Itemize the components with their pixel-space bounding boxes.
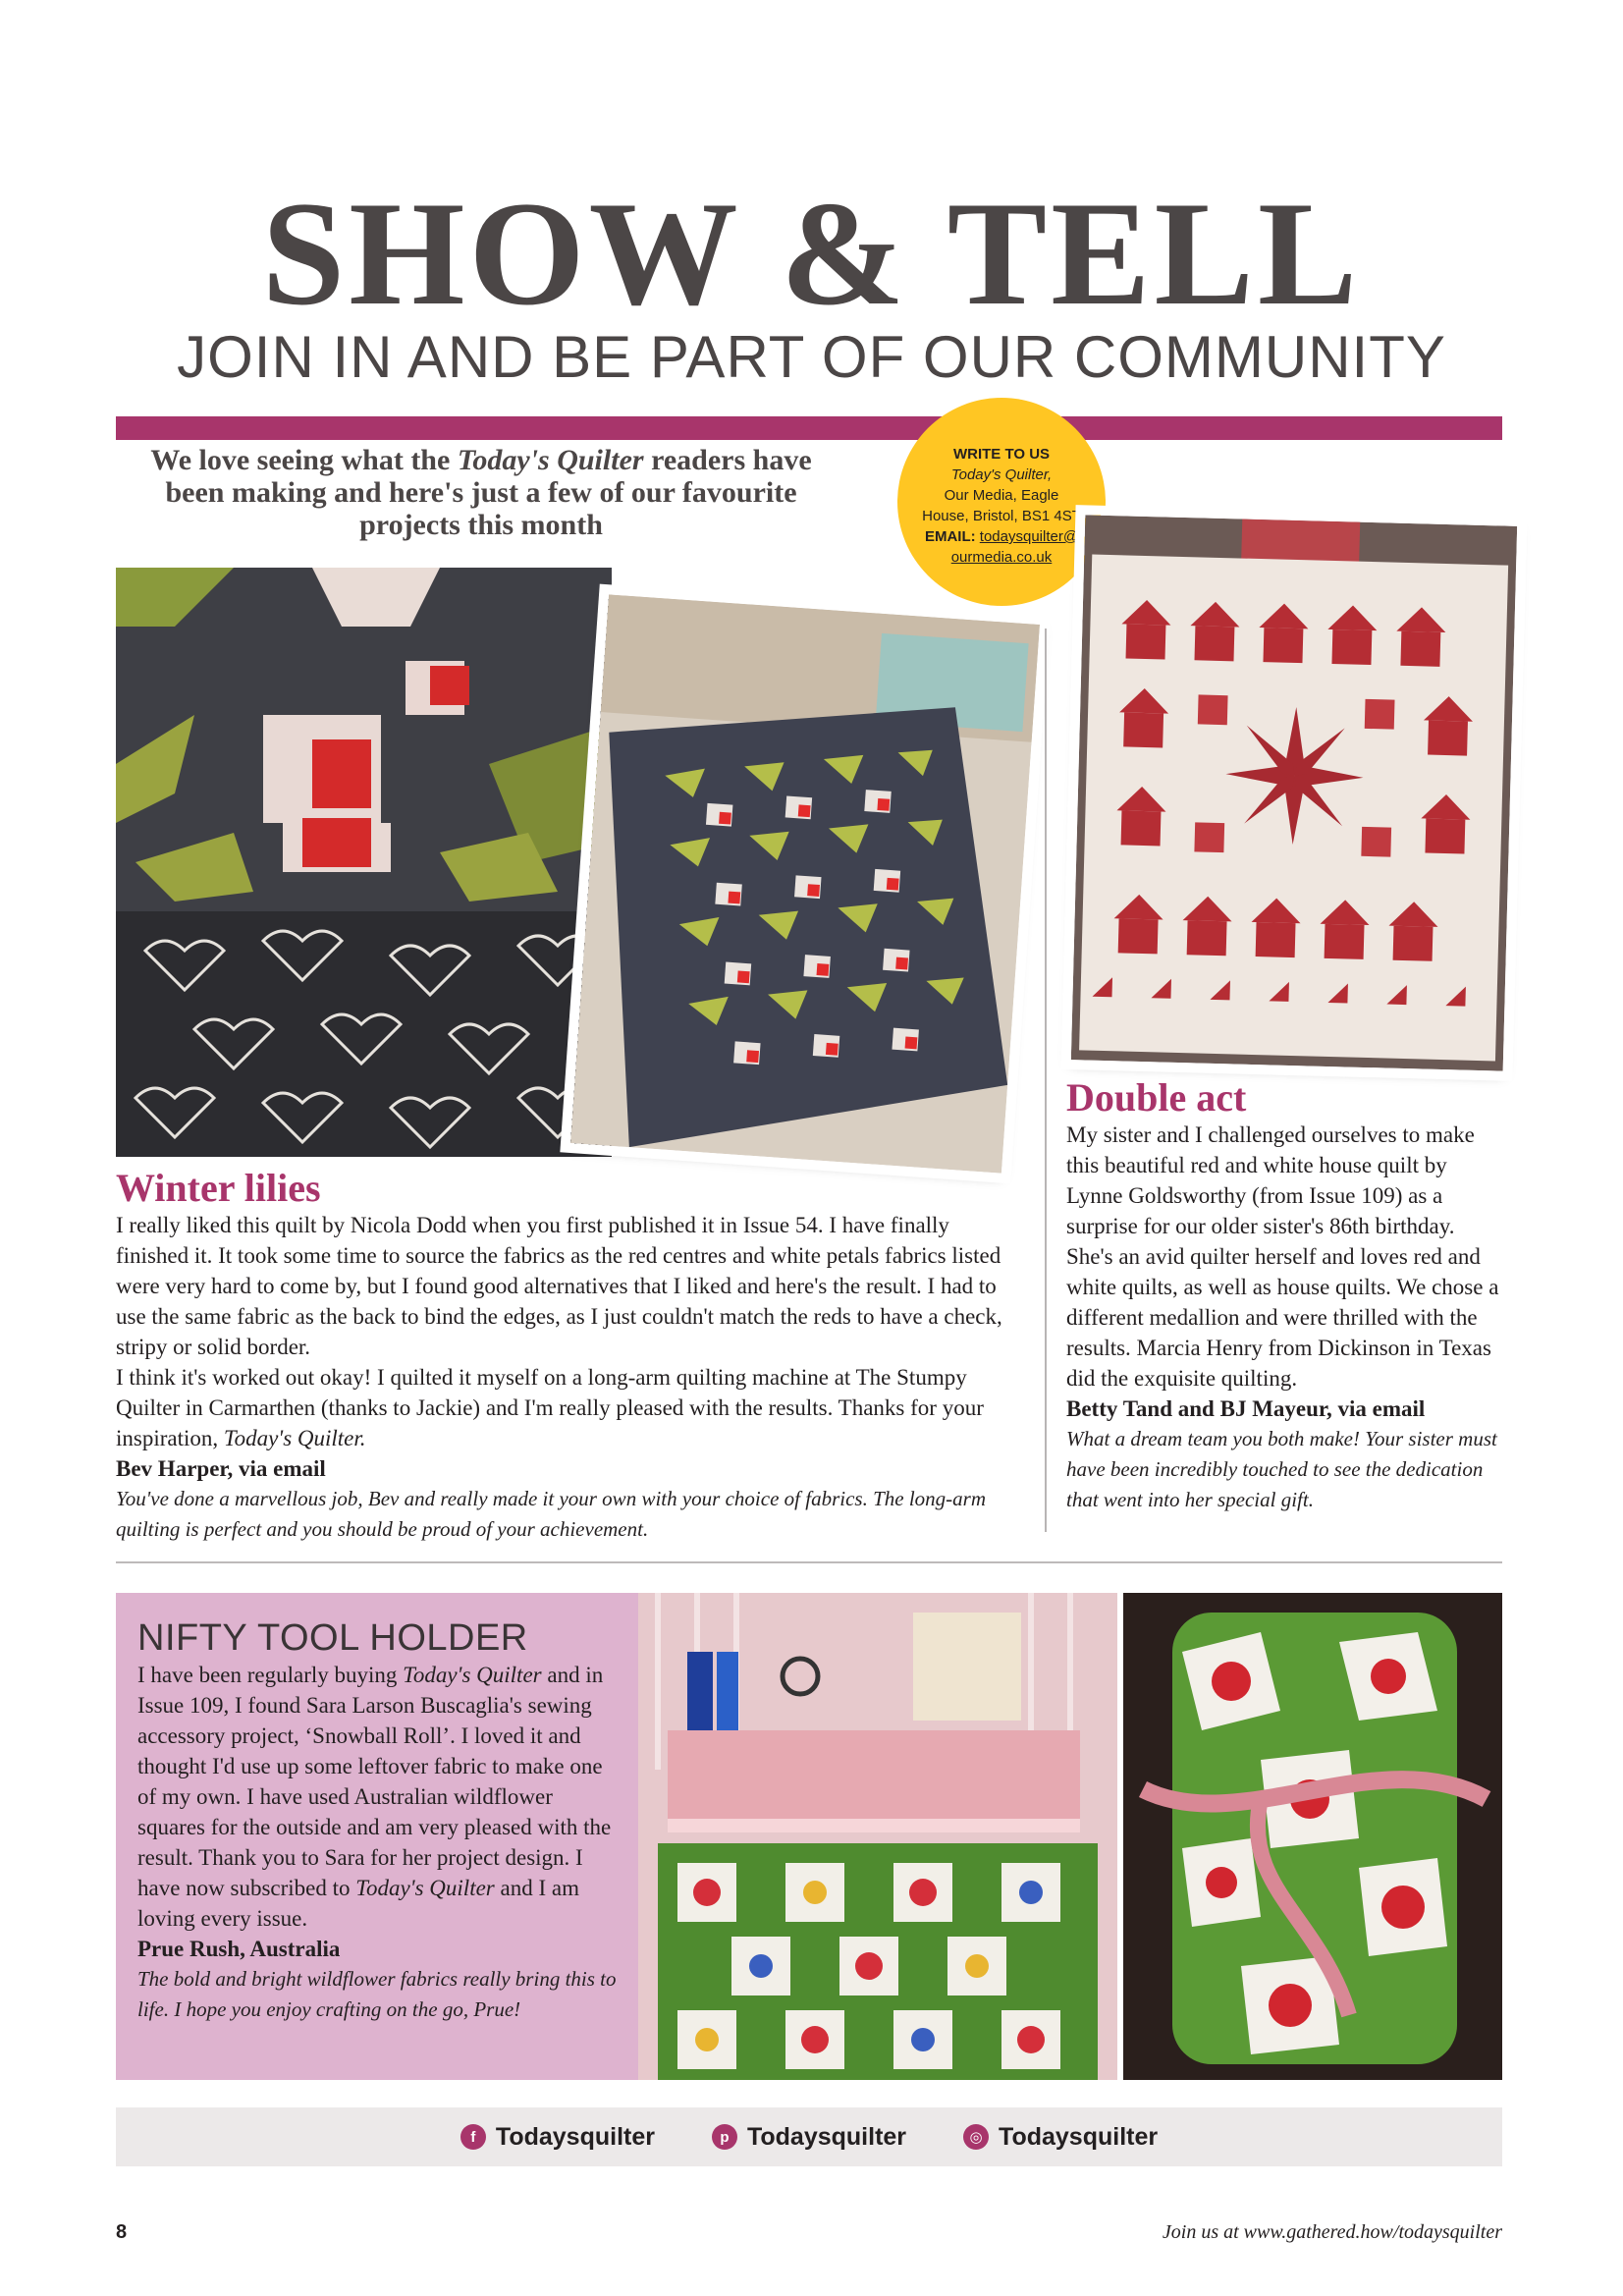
- double-reply: What a dream team you both make! Your sister must have been incredibly touched to see the dedication that went into her special gift.: [1066, 1427, 1497, 1511]
- nifty-reply: The bold and bright wildflower fabrics really bring this to life. I hope you enjoy crafting on the go, Prue!: [137, 1967, 617, 2021]
- social-facebook[interactable]: [460, 2123, 655, 2152]
- double-heading: Double act: [1066, 1075, 1247, 1120]
- tool-holder-rolled-photo: [1123, 1593, 1502, 2080]
- write-email-label: EMAIL:: [924, 528, 976, 545]
- write-to-us-badge: [897, 398, 1106, 606]
- social-bar: [116, 2107, 1502, 2166]
- write-email2[interactable]: ourmedia.co.uk: [950, 549, 1053, 566]
- section-divider: [116, 1561, 1502, 1563]
- winter-lilies-full-quilt-photo: [570, 594, 1040, 1173]
- winter-body-p1: I really liked this quilt by Nicola Dodd when you first published it in Issue 54. I have finally finished it. It took some time to source the fabrics as the red centres and white petals fabrics listed were very hard to come by, but I found good alternatives that I liked and here's the result. I had to use the same fabric as the back to bind the edges, as I just couldn't match the reds to have a check, stripy or solid border.: [116, 1213, 1002, 1359]
- page-number: 8: [116, 2221, 128, 2243]
- nifty-b1: I have been regularly buying: [137, 1663, 404, 1687]
- instagram-icon: ◎: [963, 2124, 989, 2150]
- tool-holder-open-photo: [638, 1593, 1117, 2080]
- nifty-byline: Prue Rush, Australia: [137, 1937, 341, 1961]
- winter-heading: Winter lilies: [116, 1166, 321, 1210]
- column-divider: [1045, 629, 1047, 1532]
- nifty-m1: Today's Quilter: [403, 1663, 542, 1687]
- page-subtitle: JOIN IN AND BE PART OF OUR COMMUNITY: [177, 324, 1446, 390]
- intro-post: readers have been making and here's just a few of our favourite projects this month: [165, 444, 812, 541]
- intro-pre: We love seeing what the: [150, 444, 458, 476]
- write-email1[interactable]: todaysquilter@: [979, 528, 1079, 545]
- page-title: SHOW & TELL: [261, 171, 1362, 336]
- social-instagram[interactable]: [963, 2123, 1158, 2152]
- nifty-b2: and in Issue 109, I found Sara Larson Buscaglia's sewing accessory project, ‘Snowball Roll’. I loved it and thought I'd use up some leftover fabric to make one of my own. I have used Australian wildflower squares for the outside and am very pleased with the result. Thank you to Sara for her project design. I have now subscribed to: [137, 1663, 612, 1900]
- winter-reply: You've done a marvellous job, Bev and really made it your own with your choice of fabrics. The long-arm quilting is perfect and you should be proud of your achievement.: [116, 1487, 986, 1541]
- write-line1: Today's Quilter,: [950, 466, 1053, 483]
- winter-byline: Bev Harper, via email: [116, 1456, 326, 1481]
- double-byline: Betty Tand and BJ Mayeur, via email: [1066, 1396, 1426, 1421]
- social-pinterest[interactable]: [712, 2123, 906, 2152]
- winter-body-p2: I think it's worked out okay! I quilted it myself on a long-arm quilting machine at The Stumpy Quilter in Carmarthen (thanks to Jackie) and I'm really pleased with the results. Thanks for your inspiration,: [116, 1365, 984, 1450]
- facebook-icon: f: [460, 2124, 486, 2150]
- nifty-article: [137, 1618, 624, 2025]
- nifty-m2: Today's Quilter: [355, 1876, 495, 1900]
- write-heading: WRITE TO US: [952, 446, 1051, 463]
- title-rule: [116, 416, 1502, 440]
- intro-text: [128, 444, 835, 541]
- write-line3: House, Bristol, BS1 4ST: [922, 508, 1081, 524]
- double-body: My sister and I challenged ourselves to make this beautiful red and white house quilt by Lynne Goldsworthy (from Issue 109) as a surprise for our older sister's 86th birthday. She's an avid quilter herself and loves red and white quilts, as well as house quilts. We chose a different medallion and were thrilled with the results. Marcia Henry from Dickinson in Texas did the exquisite quilting.: [1066, 1122, 1499, 1391]
- intro-magazine: Today's Quilter: [457, 444, 644, 476]
- social-pinterest-label: Todaysquilter: [746, 2122, 907, 2151]
- nifty-heading: NIFTY TOOL HOLDER: [137, 1617, 528, 1659]
- social-facebook-label: Todaysquilter: [495, 2122, 655, 2151]
- pinterest-icon: p: [712, 2124, 737, 2150]
- winter-lilies-article: [116, 1167, 1019, 1545]
- footer-tagline[interactable]: Join us at www.gathered.how/todaysquilter: [1162, 2221, 1502, 2243]
- social-instagram-label: Todaysquilter: [999, 2122, 1159, 2151]
- nifty-body: [137, 1660, 624, 1934]
- write-line2: Our Media, Eagle: [944, 487, 1059, 504]
- nifty-b3: and I am loving every issue.: [137, 1876, 579, 1931]
- winter-lilies-closeup-photo: [116, 568, 612, 1157]
- double-act-article: [1066, 1076, 1502, 1515]
- winter-body: [116, 1210, 1019, 1453]
- double-act-house-quilt-photo: [1071, 515, 1517, 1070]
- winter-body-mag: Today's Quilter.: [223, 1426, 366, 1450]
